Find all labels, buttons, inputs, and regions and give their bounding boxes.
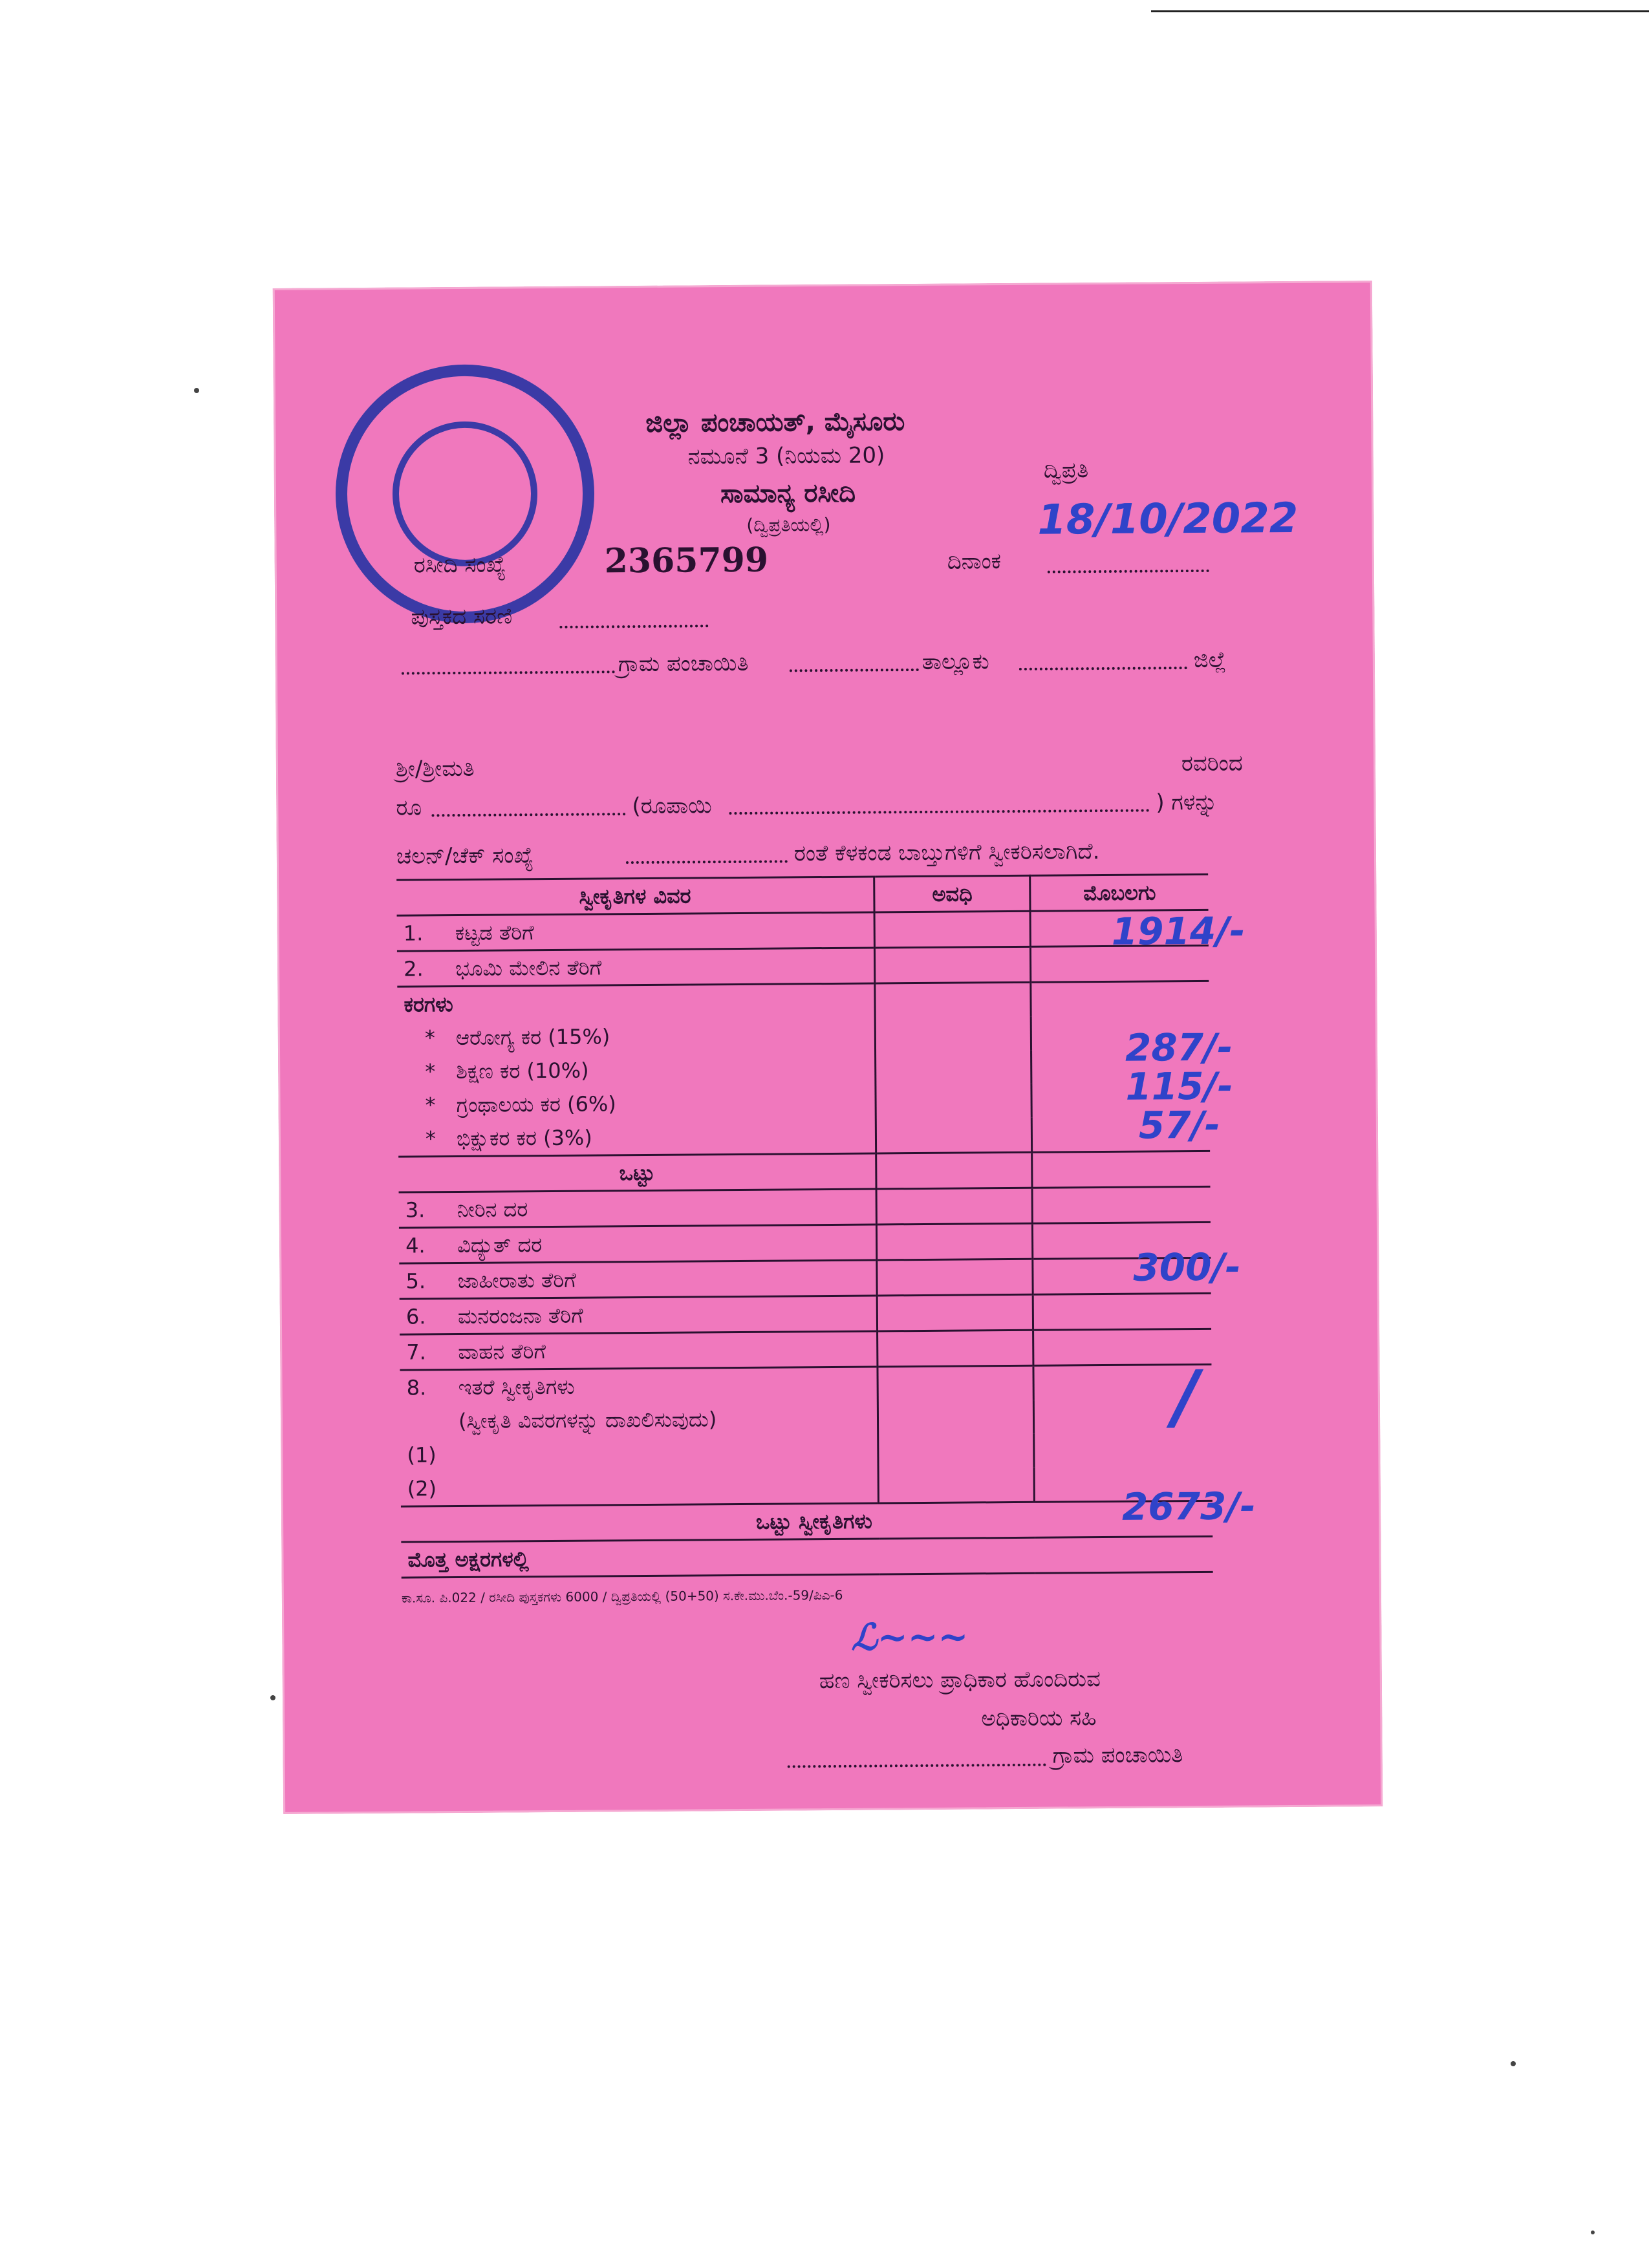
challan-line	[626, 860, 788, 864]
amount-total: 2673/-	[1121, 1484, 1256, 1529]
table-row: * ಆರೋಗ್ಯ ಕರ (15%)	[398, 1016, 1209, 1055]
receipt-title: ಸಾಮಾನ್ಯ ರಸೀದಿ	[720, 478, 856, 509]
amount-library-cess: 57/-	[1138, 1102, 1221, 1148]
table-row	[397, 981, 1209, 1021]
amount-water: 300/-	[1133, 1245, 1241, 1290]
table-row: (1)	[400, 1433, 1212, 1472]
table-row: (2)	[401, 1466, 1212, 1506]
rupees-words-line	[729, 809, 1149, 815]
receipt-items-table	[396, 873, 1213, 1579]
table-row: * ಭಿಕ್ಷುಕರ ಕರ (3%)	[398, 1117, 1210, 1157]
rupees-words-label: (ರೂಪಾಯಿ	[632, 793, 712, 820]
received-statement: ರಂತೆ ಕೆಳಕಂಡ ಬಾಬ್ತುಗಳಿಗೆ ಸ್ವೀಕರಿಸಲಾಗಿದೆ.	[793, 839, 1100, 867]
rupees-close-label: ) ಗಳನ್ನು	[1156, 789, 1218, 816]
table-row: * ಶಿಕ್ಷಣ ಕರ (10%)	[398, 1049, 1209, 1089]
table-row: 8. ಇತರೆ ಸ್ವೀಕೃತಿಗಳು	[400, 1364, 1211, 1404]
table-row: 6. ಮನರಂಜನಾ ತೆರಿಗೆ	[400, 1293, 1211, 1334]
authority-line: ಹಣ ಸ್ವೀಕರಿಸಲು ಪ್ರಾಧಿಕಾರ ಹೊಂದಿರುವ	[819, 1666, 1101, 1695]
receipt-slip	[273, 281, 1383, 1814]
gp-footer-line	[788, 1764, 1046, 1768]
rupees-line	[431, 813, 625, 817]
officer-signature-label: ಅಧಿಕಾರಿಯ ಸಹಿ	[981, 1705, 1097, 1732]
words-total-label: ಮೊತ್ತ ಅಕ್ಷರಗಳಲ್ಲಿ	[401, 1536, 1212, 1578]
subtotal-label: ಒಟ್ಟು	[398, 1153, 876, 1192]
district-panchayat-title: ಜಿಲ್ಲಾ ಪಂಚಾಯತ್, ಮೈಸೂರು	[645, 407, 905, 438]
gp-footer-label: ಗ್ರಾಮ ಪಂಚಾಯಿತಿ	[1052, 1742, 1183, 1769]
table-row: 1. ಕಟ್ಟಡ ತೆರಿಗೆ	[397, 910, 1209, 951]
panchayat-seal-stamp	[335, 364, 596, 625]
table-row: * ಗ್ರಂಥಾಲಯ ಕರ (6%)	[398, 1083, 1209, 1122]
table-row: 7. ವಾಹನ ತೆರಿಗೆ	[400, 1329, 1211, 1370]
table-header-row	[396, 874, 1208, 915]
taluk-line	[790, 669, 919, 672]
date-handwritten: 18/10/2022	[1037, 494, 1299, 544]
col-period-header: ಅವಧಿ	[874, 875, 1030, 912]
scan-speck	[270, 1695, 275, 1700]
receipt-no-label: ರಸೀದಿ ಸಂಖ್ಯೆ	[413, 551, 506, 579]
table-row: 4. ವಿದ್ಯುತ್ ದರ	[399, 1222, 1211, 1263]
date-line	[1048, 570, 1209, 573]
receipt-number: 2365799	[604, 540, 769, 581]
cess-heading: ಕರಗಳು	[397, 983, 875, 1022]
table-row	[398, 1151, 1210, 1192]
table-row: 2. ಭೂಮಿ ಮೇಲಿನ ತೆರಿಗೆ	[397, 945, 1209, 987]
amount-education-cess: 115/-	[1125, 1064, 1233, 1109]
date-label: ದಿನಾಂಕ	[947, 548, 1002, 575]
from-label: ರವರಿಂದ	[1181, 750, 1243, 777]
total-label: ಒಟ್ಟು ಸ್ವೀಕೃತಿಗಳು	[401, 1503, 879, 1542]
rupees-label: ರೂ	[396, 795, 422, 821]
gp-line	[402, 670, 615, 674]
book-series-label: ಪುಸ್ತಕದ ಸರಣಿ	[411, 603, 513, 630]
form-number: ನಮೂನೆ 3 (ನಿಯಮ 20)	[687, 442, 885, 470]
challan-label: ಚಲನ್/ಚೆಕ್ ಸಂಖ್ಯೆ	[396, 842, 534, 870]
scan-speck	[1591, 2231, 1595, 2234]
table-row: 3. ನೀರಿನ ದರ	[399, 1186, 1211, 1228]
officer-signature: ℒ~~~	[851, 1615, 969, 1659]
printer-imprint: ಕಾ.ಸೂ. ಪಿ.022 / ರಸೀದಿ ಪುಸ್ತಕಗಳು 6000 / ದ್ವಿಪ್ರತಿಯಲ್ಲಿ (50+50) ಸ.ಕೇ.ಮು.ಬೆಂ.-59/ಪಿಎ-6	[401, 1587, 843, 1606]
col-details-header: ಸ್ವೀಕೃತಿಗಳ ವಿವರ	[396, 877, 874, 915]
table-row: (ಸ್ವೀಕೃತಿ ವಿವರಗಳನ್ನು ದಾಖಲಿಸುವುದು)	[400, 1399, 1212, 1439]
table-row: 5. ಜಾಹೀರಾತು ತೆರಿಗೆ	[399, 1257, 1211, 1299]
copy-note: (ದ್ವಿಪ್ರತಿಯಲ್ಲಿ)	[746, 513, 831, 536]
book-series-line	[559, 625, 708, 628]
col-amount-header: ಮೊಬಲಗು	[1030, 874, 1209, 911]
amount-building: 1914/-	[1111, 908, 1245, 954]
words-total-row	[401, 1536, 1212, 1578]
scan-edge-line	[1151, 10, 1649, 12]
taluk-label: ತಾಲ್ಲೂಕು	[921, 648, 989, 675]
total-row	[401, 1501, 1212, 1542]
amount-health-cess: 287/-	[1125, 1025, 1233, 1070]
scan-speck	[194, 388, 199, 393]
gp-label: ಗ್ರಾಮ ಪಂಚಾಯಿತಿ	[618, 650, 749, 678]
district-line	[1019, 667, 1187, 670]
name-label: ಶ್ರೀ/ಶ್ರೀಮತಿ	[395, 755, 475, 782]
amount-vehicle-mark: /	[1172, 1355, 1200, 1439]
scan-speck	[1511, 2061, 1516, 2066]
copy-label: ದ್ವಿಪ್ರತಿ	[1043, 457, 1089, 484]
district-label: ಜಿಲ್ಲೆ	[1193, 647, 1227, 674]
